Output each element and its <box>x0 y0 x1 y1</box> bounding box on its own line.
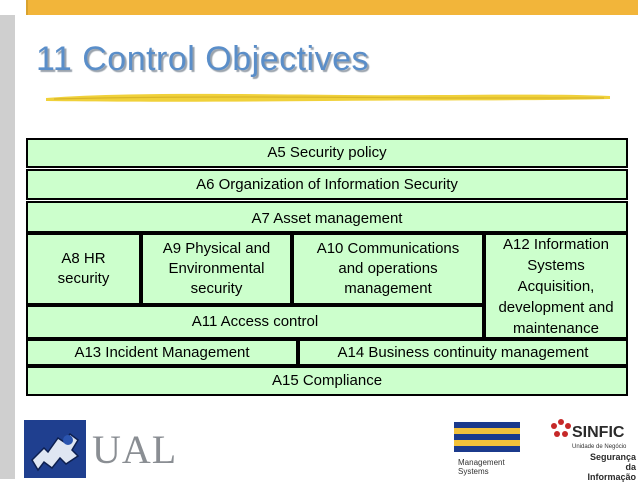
title-underline-brushstroke <box>44 90 612 104</box>
bsi-subtitle: Management Systems <box>458 458 505 476</box>
box-a5-security-policy: A5 Security policy <box>26 138 628 168</box>
box-a7-asset-management: A7 Asset management <box>26 201 628 233</box>
box-a11-access-control: A11 Access control <box>26 305 484 339</box>
box-a12-information-systems: A12 Information Systems Acquisition, development and maintenance <box>484 233 628 339</box>
box-a6-organization: A6 Organization of Information Security <box>26 169 628 200</box>
slide-title: 11 Control Objectives <box>36 40 370 78</box>
top-bar-notch <box>0 0 28 15</box>
puzzle-logo-icon <box>24 420 86 478</box>
box-a14-business-continuity: A14 Business continuity management <box>298 339 628 366</box>
box-a10-communications: A10 Communications and operations management <box>292 233 484 305</box>
left-accent-bar <box>0 15 15 479</box>
top-accent-bar <box>0 0 638 15</box>
box-a8-hr-security: A8 HR security <box>26 233 141 305</box>
ual-logo: UAL <box>92 427 178 472</box>
box-a13-incident-management: A13 Incident Management <box>26 339 298 366</box>
sinfic-subtitle-1: Unidade de Negócio <box>572 444 627 450</box>
box-a15-compliance: A15 Compliance <box>26 366 628 396</box>
sinfic-subtitle-2: Segurança da Informação <box>587 452 636 482</box>
sinfic-logo-text: SINFIC <box>572 424 625 441</box>
box-a9-physical: A9 Physical and Environmental security <box>141 233 292 305</box>
